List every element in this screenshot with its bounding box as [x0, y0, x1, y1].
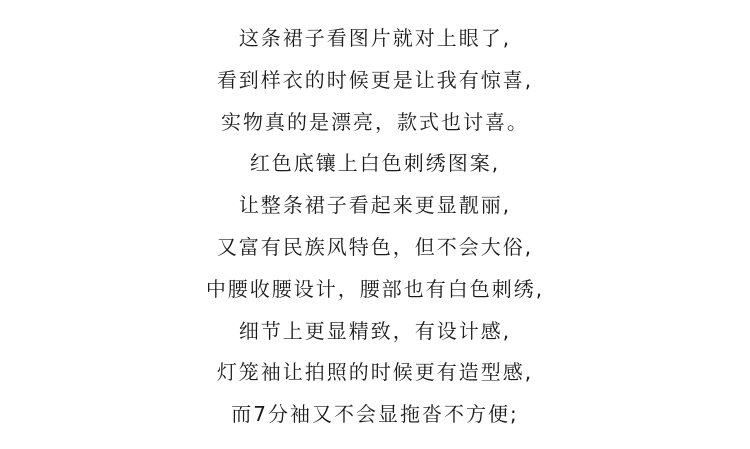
text-line-3: 实物真的是漂亮，款式也讨喜。: [221, 109, 529, 134]
text-line-4: 红色底镶上白色刺绣图案,: [249, 151, 501, 176]
text-line-8: 细节上更显精致，有设计感,: [238, 318, 512, 343]
text-line-5: 让整条裙子看起来更显靓丽,: [238, 193, 512, 218]
text-line-2: 看到样衣的时候更是让我有惊喜,: [216, 67, 534, 92]
description-text-block: [0, 18, 750, 436]
text-line-1: 这条裙子看图片就对上眼了,: [238, 26, 512, 50]
text-line-10: 而7分袖又不会显拖沓不方便;: [231, 402, 519, 427]
text-line-9: 灯笼袖让拍照的时候更有造型感,: [216, 360, 534, 385]
text-line-6: 又富有民族风特色，但不会大俗,: [216, 234, 534, 259]
text-line-7: 中腰收腰设计，腰部也有白色刺绣,: [205, 276, 545, 301]
